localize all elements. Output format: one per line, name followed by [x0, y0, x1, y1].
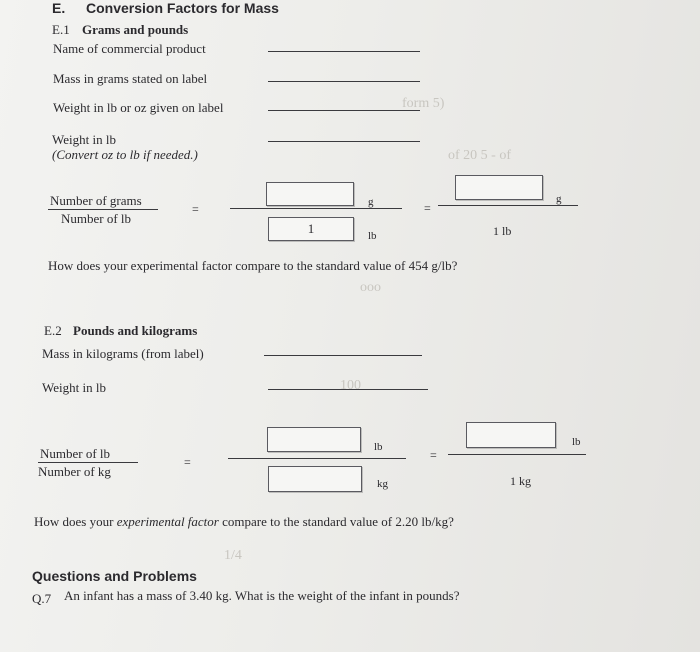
- lb-entry-box[interactable]: [268, 217, 354, 241]
- answer-line-weight-lb[interactable]: [268, 141, 420, 142]
- one-kg-label: 1 kg: [510, 474, 531, 488]
- field-label-weight-lb-e2: Weight in lb: [42, 380, 106, 395]
- answer-line-weight-label[interactable]: [268, 110, 420, 111]
- unit-lb: lb: [572, 436, 581, 448]
- ratio-denominator-kg: Number of kg: [38, 464, 111, 479]
- e2-label: E.2: [44, 323, 62, 338]
- lb-box-value: 1: [307, 221, 315, 236]
- bleed-through-mark: ooo: [360, 280, 381, 295]
- equals-sign: =: [424, 201, 431, 215]
- answer-line-product-name[interactable]: [268, 51, 420, 52]
- grams-entry-box[interactable]: [266, 182, 354, 206]
- ratio-bar: [48, 209, 158, 210]
- section-letter: E.: [52, 0, 66, 16]
- e2-question-post: compare to the standard value of 2.20 lb/kg?: [218, 514, 454, 529]
- unit-lb: lb: [368, 230, 377, 242]
- questions-heading: Questions and Problems: [32, 568, 197, 584]
- one-lb-label: 1 lb: [493, 224, 512, 238]
- bleed-through-mark: form 5): [402, 96, 445, 111]
- e2-question-emphasis: experimental factor: [116, 514, 219, 529]
- equals-sign: =: [184, 455, 191, 469]
- e2-question-pre: How does your: [34, 514, 117, 529]
- answer-line-weight-lb-e2[interactable]: [268, 389, 428, 390]
- fraction-bar-result: [438, 205, 578, 206]
- fraction-bar-lb-per-kg: [228, 458, 406, 459]
- unit-g: g: [368, 196, 374, 208]
- result-entry-box-lb[interactable]: [466, 422, 556, 448]
- bleed-through-mark: of 20 5 - of: [448, 148, 511, 163]
- field-label-mass-grams: Mass in grams stated on label: [53, 71, 208, 86]
- field-label-mass-kg: Mass in kilograms (from label): [42, 346, 204, 361]
- answer-line-mass-grams[interactable]: [268, 81, 420, 82]
- result-entry-box-g[interactable]: [455, 175, 543, 200]
- fraction-bar-grams-per-lb: [230, 208, 402, 209]
- q7-text: An infant has a mass of 3.40 kg. What is the weight of the infant in pounds?: [64, 588, 460, 603]
- e2-question: [34, 514, 454, 530]
- answer-line-mass-kg[interactable]: [264, 355, 422, 356]
- e1-heading: Grams and pounds: [82, 22, 189, 37]
- field-label-weight-label: Weight in lb or oz given on label: [53, 100, 224, 115]
- section-title: Conversion Factors for Mass: [86, 0, 279, 16]
- ratio-numerator-grams: Number of grams: [50, 193, 142, 208]
- bleed-through-mark: 1/4: [224, 548, 242, 563]
- equals-sign: =: [430, 448, 437, 462]
- e2-heading: Pounds and kilograms: [73, 323, 198, 338]
- unit-kg: kg: [377, 478, 388, 490]
- lb-entry-box-e2[interactable]: [267, 427, 361, 452]
- unit-lb: lb: [374, 441, 383, 453]
- unit-g: g: [556, 193, 562, 205]
- e1-question: How does your experimental factor compare to the standard value of 454 g/lb?: [48, 258, 458, 273]
- bleed-through-mark: 100: [340, 378, 361, 393]
- convert-note: (Convert oz to lb if needed.): [52, 147, 198, 162]
- equals-sign: =: [192, 202, 199, 216]
- q7-number: Q.7: [32, 591, 52, 606]
- fraction-bar-result-e2: [448, 454, 586, 455]
- field-label-product-name: Name of commercial product: [53, 41, 206, 56]
- ratio-denominator-lb: Number of lb: [61, 211, 132, 226]
- ratio-bar: [38, 462, 138, 463]
- ratio-numerator-lb: Number of lb: [40, 446, 111, 461]
- e1-label: E.1: [52, 22, 70, 37]
- field-label-weight-lb: Weight in lb: [52, 132, 116, 147]
- kg-entry-box[interactable]: [268, 466, 362, 492]
